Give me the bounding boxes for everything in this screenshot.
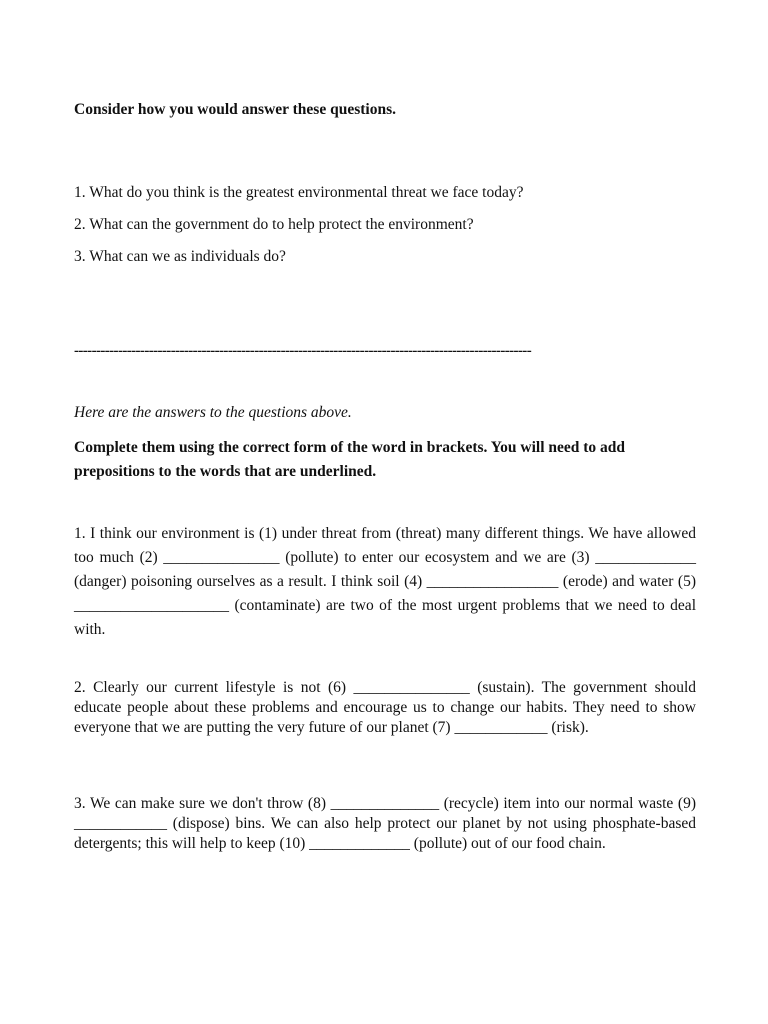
answer-paragraph-2: 2. Clearly our current lifestyle is not (6) _______________ (sustain). The government should educate people about these problems and encourage us to change our habits. They need to show everyone that we are putting the very future of our planet (7) ____________ (risk).: [74, 679, 696, 736]
worksheet-heading: Consider how you would answer these questions.: [74, 101, 396, 118]
answer-paragraph-1: 1. I think our environment is (1) under threat from (threat) many different things. We have allowed too much (2) _______________ (pollute) to enter our ecosystem and we are (3) _____________ (danger) poisoning ourselves as a result. I think soil (4) _________________ (erode) and water (5) ____________________ (contaminate) are two of the most urgent problems that we need to deal with.: [74, 525, 696, 638]
answers-intro: Here are the answers to the questions above.: [74, 404, 352, 421]
exercise-instructions: Complete them using the correct form of the word in brackets. You will need to add prepositions to the words that are underlined.: [74, 439, 626, 480]
answer-paragraph-3: 3. We can make sure we don't throw (8) ______________ (recycle) item into our normal waste (9) ____________ (dispose) bins. We can also help protect our planet by not using phosphate-based detergents; this will help to keep (10) _____________ (pollute) out of our food chain.: [74, 795, 696, 852]
question-item-2: 2. What can the government do to help protect the environment?: [74, 216, 474, 233]
question-list: [74, 182, 524, 278]
question-item-3: 3. What can we as individuals do?: [74, 248, 286, 265]
dashed-divider: --------------------------------------------------------------------------------------------------------: [74, 343, 532, 359]
question-item-1: 1. What do you think is the greatest environmental threat we face today?: [74, 184, 524, 201]
